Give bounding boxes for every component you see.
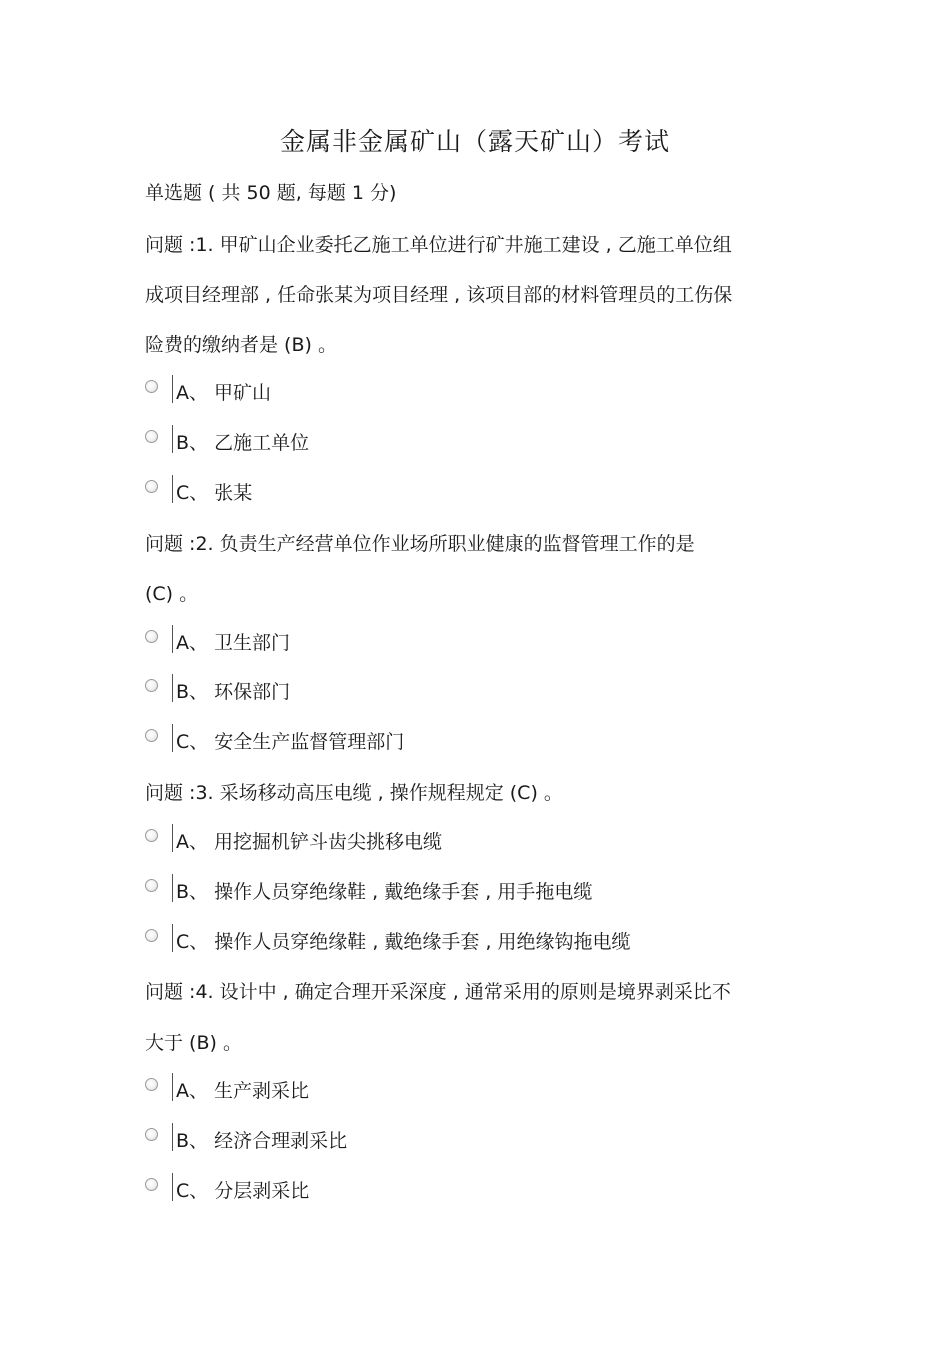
option-label: A、 卫生部门 bbox=[176, 632, 291, 654]
option-divider bbox=[172, 1073, 173, 1101]
radio-icon[interactable] bbox=[145, 430, 158, 443]
option-label: B、 环保部门 bbox=[176, 681, 291, 703]
option-divider bbox=[172, 924, 173, 952]
radio-icon[interactable] bbox=[145, 929, 158, 942]
radio-icon[interactable] bbox=[145, 480, 158, 493]
radio-icon[interactable] bbox=[145, 630, 158, 643]
option-label: A、 用挖掘机铲斗齿尖挑移电缆 bbox=[176, 831, 443, 853]
option-divider bbox=[172, 625, 173, 653]
option-divider bbox=[172, 425, 173, 453]
option-divider bbox=[172, 1173, 173, 1201]
option-label: C、 分层剥采比 bbox=[176, 1180, 310, 1202]
option-label: C、 安全生产监督管理部门 bbox=[176, 731, 405, 753]
option-label: C、 张某 bbox=[176, 482, 253, 504]
radio-icon[interactable] bbox=[145, 1078, 158, 1091]
question-4-line-2: 大于 (B) 。 bbox=[145, 1032, 242, 1054]
option-label: B、 乙施工单位 bbox=[176, 432, 310, 454]
question-4-line-1: 问题 :4. 设计中 , 确定合理开采深度 , 通常采用的原则是境界剥采比不 bbox=[145, 981, 731, 1003]
option-divider bbox=[172, 724, 173, 752]
option-divider bbox=[172, 375, 173, 403]
option-label: A、 甲矿山 bbox=[176, 382, 272, 404]
question-3-line-1: 问题 :3. 采场移动高压电缆 , 操作规程规定 (C) 。 bbox=[145, 782, 563, 804]
question-1-line-1: 问题 :1. 甲矿山企业委托乙施工单位进行矿井施工建设 , 乙施工单位组 bbox=[145, 234, 732, 256]
option-divider bbox=[172, 475, 173, 503]
option-label: C、 操作人员穿绝缘鞋 , 戴绝缘手套 , 用绝缘钩拖电缆 bbox=[176, 931, 631, 953]
radio-icon[interactable] bbox=[145, 1128, 158, 1141]
page-title: 金属非金属矿山（露天矿山）考试 bbox=[279, 127, 670, 156]
radio-icon[interactable] bbox=[145, 879, 158, 892]
option-divider bbox=[172, 1123, 173, 1151]
option-divider bbox=[172, 674, 173, 702]
question-1-line-2: 成项目经理部 , 任命张某为项目经理 , 该项目部的材料管理员的工伤保 bbox=[145, 284, 733, 306]
radio-icon[interactable] bbox=[145, 679, 158, 692]
question-2-line-1: 问题 :2. 负责生产经营单位作业场所职业健康的监督管理工作的是 bbox=[145, 533, 695, 555]
option-label: B、 操作人员穿绝缘鞋 , 戴绝缘手套 , 用手拖电缆 bbox=[176, 881, 593, 903]
radio-icon[interactable] bbox=[145, 829, 158, 842]
radio-icon[interactable] bbox=[145, 1178, 158, 1191]
question-1-line-3: 险费的缴纳者是 (B) 。 bbox=[145, 334, 337, 356]
option-label: B、 经济合理剥采比 bbox=[176, 1130, 348, 1152]
question-2-line-2: (C) 。 bbox=[145, 583, 199, 605]
radio-icon[interactable] bbox=[145, 729, 158, 742]
option-label: A、 生产剥采比 bbox=[176, 1080, 310, 1102]
radio-icon[interactable] bbox=[145, 380, 158, 393]
option-divider bbox=[172, 824, 173, 852]
option-divider bbox=[172, 874, 173, 902]
section-heading: 单选题 ( 共 50 题, 每题 1 分) bbox=[145, 182, 397, 204]
